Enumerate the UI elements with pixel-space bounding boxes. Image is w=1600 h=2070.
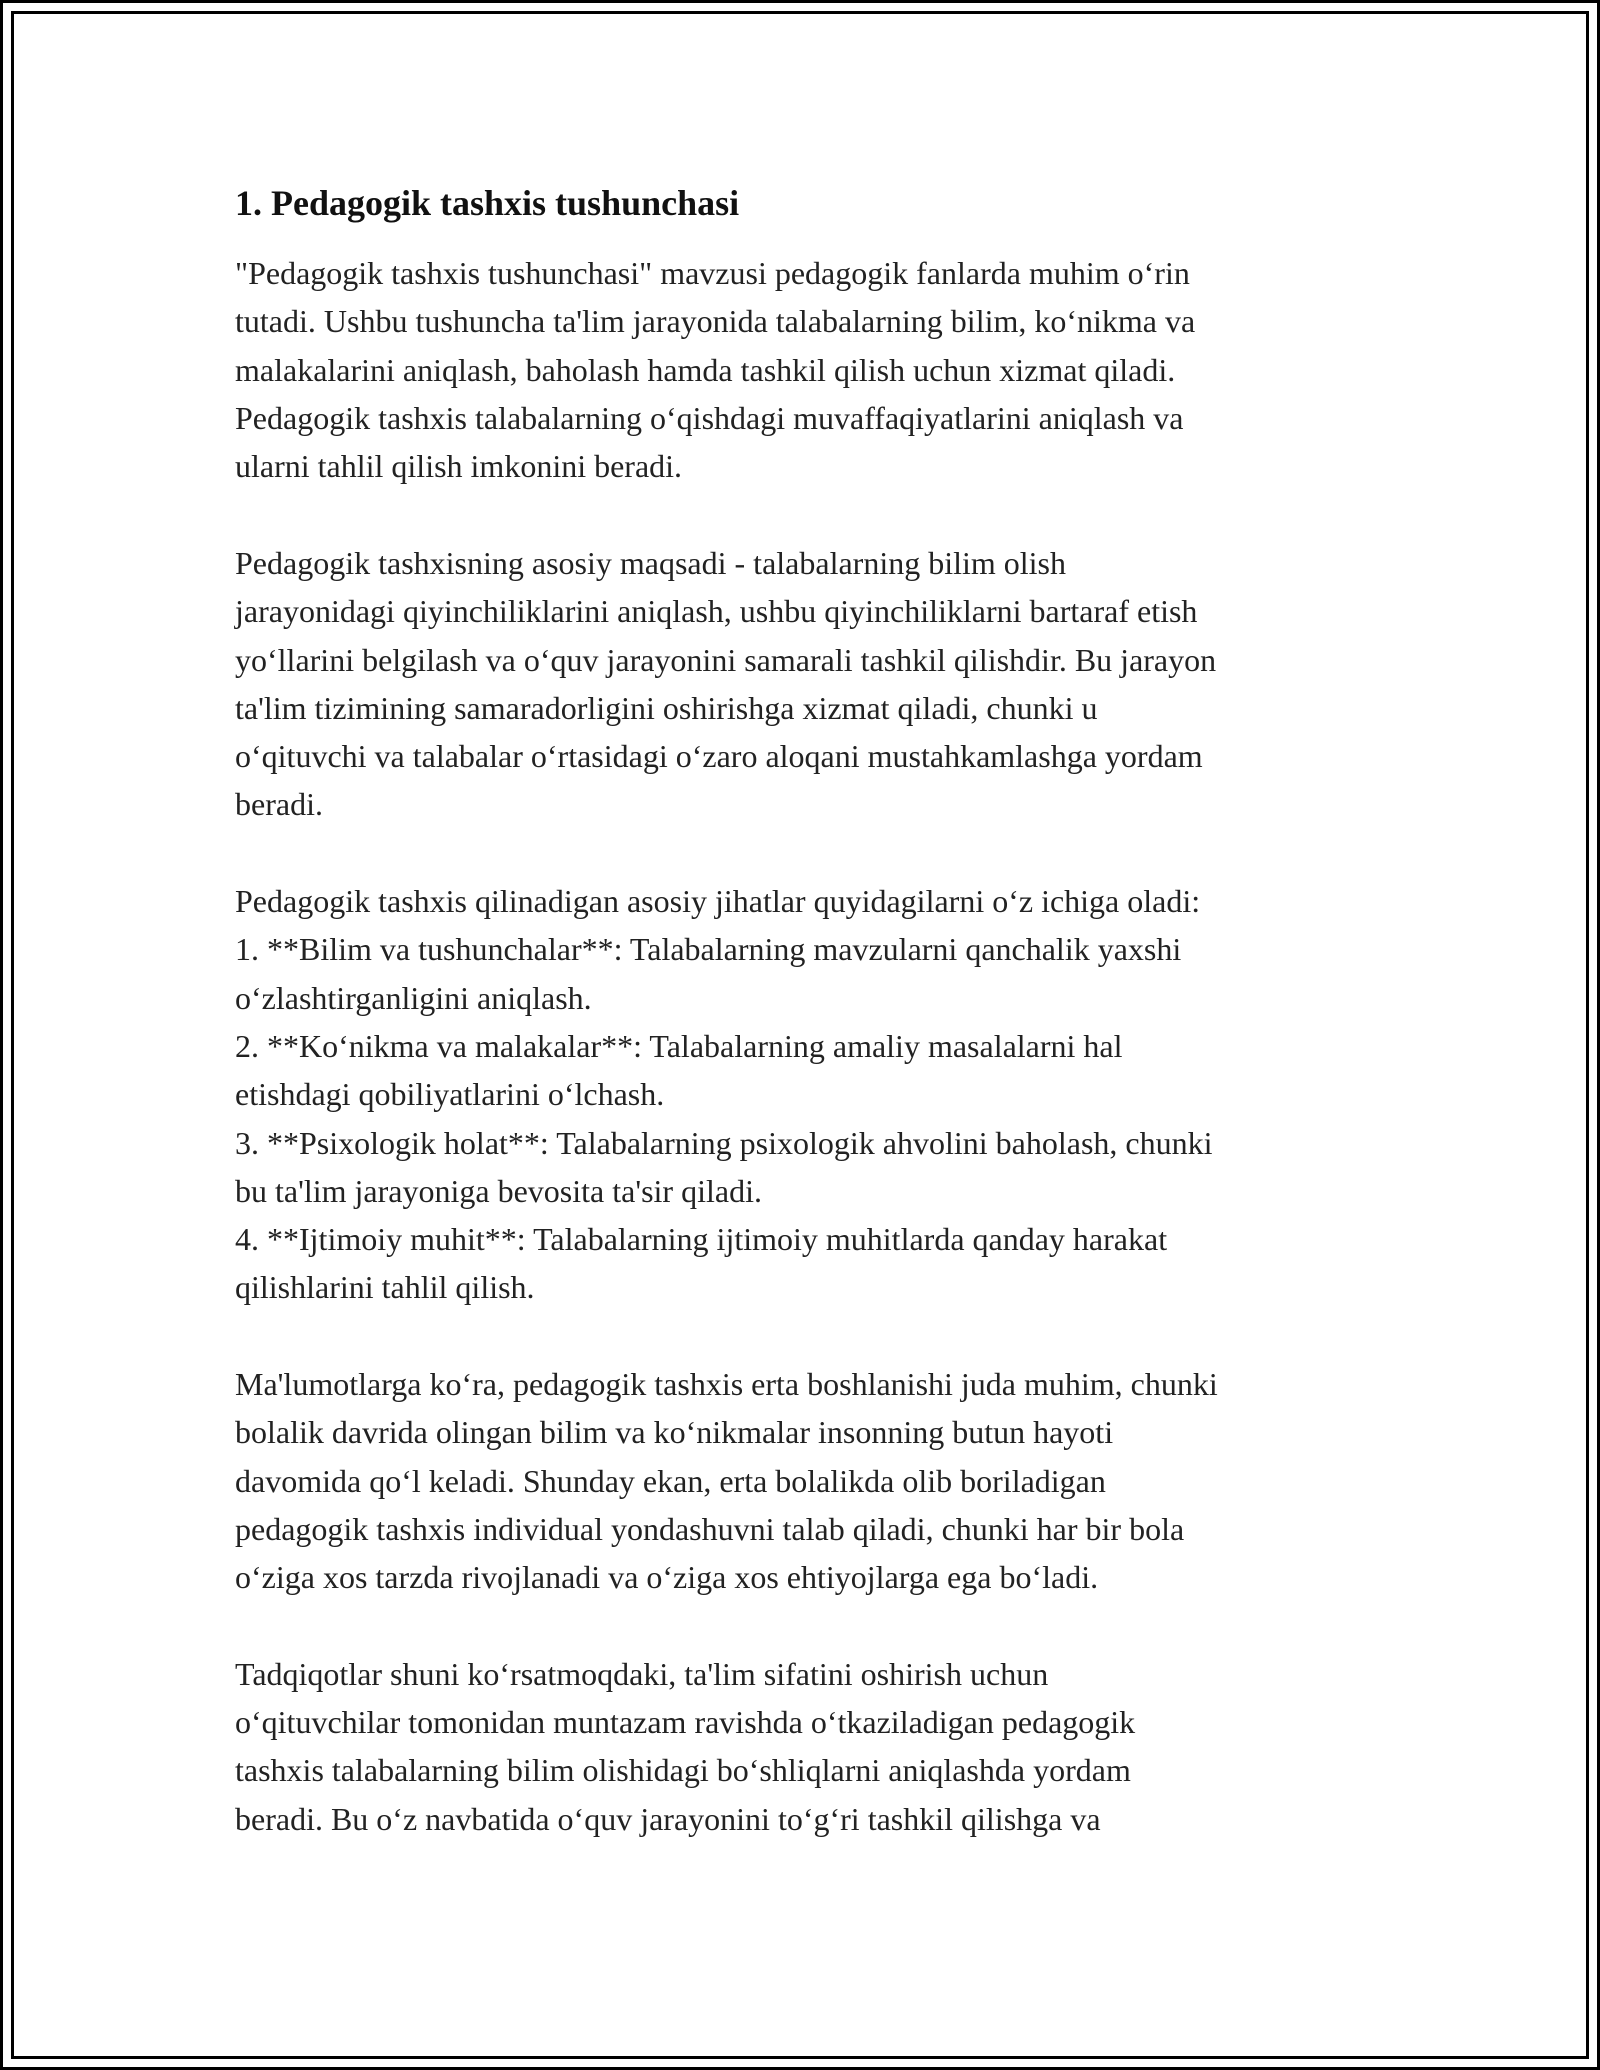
text-line: Pedagogik tashxisning asosiy maqsadi - talabalarning bilim olish [235, 544, 1066, 581]
list-item-line: 2. **Ko‘nikma va malakalar**: Talabalarning amaliy masalalarni hal [235, 1027, 1123, 1064]
list-item-line: bu ta'lim jarayoniga bevosita ta'sir qiladi. [235, 1172, 762, 1209]
list-item-line: qilishlarini tahlil qilish. [235, 1269, 535, 1306]
list-item-line: 4. **Ijtimoiy muhit**: Talabalarning ijtimoiy muhitlarda qanday harakat [235, 1221, 1168, 1258]
list-item-line: etishdagi qobiliyatlarini o‘lchash. [235, 1076, 665, 1113]
paragraph-2 [235, 539, 1375, 829]
text-line: ta'lim tizimining samaradorligini oshirishga xizmat qiladi, chunki u [235, 689, 1098, 726]
text-line: "Pedagogik tashxis tushunchasi" mavzusi pedagogik fanlarda muhim o‘rin [235, 255, 1190, 292]
text-line: jarayonidagi qiyinchiliklarini aniqlash, ushbu qiyinchiliklarni bartaraf etish [235, 593, 1198, 630]
text-line: beradi. [235, 786, 323, 823]
paragraph-3 [235, 877, 1375, 1312]
text-line: o‘qituvchi va talabalar o‘rtasidagi o‘zaro aloqani mustahkamlashga yordam [235, 738, 1203, 775]
text-line: davomida qo‘l keladi. Shunday ekan, erta bolalikda olib boriladigan [235, 1462, 1106, 1499]
text-line: Ma'lumotlarga ko‘ra, pedagogik tashxis erta boshlanishi juda muhim, chunki [235, 1366, 1218, 1403]
text-line: tashxis talabalarning bilim olishidagi bo‘shliqlarni aniqlashda yordam [235, 1752, 1131, 1789]
paragraph-gap [235, 829, 1375, 877]
text-line: o‘qituvchilar tomonidan muntazam ravishda o‘tkaziladigan pedagogik [235, 1704, 1136, 1741]
list-item-line: 3. **Psixologik holat**: Talabalarning psixologik ahvolini baholash, chunki [235, 1124, 1213, 1161]
paragraph-1 [235, 249, 1375, 490]
list-item-line: 1. **Bilim va tushunchalar**: Talabalarning mavzularni qanchalik yaxshi [235, 931, 1182, 968]
text-line: o‘ziga xos tarzda rivojlanadi va o‘ziga xos ehtiyojlarga ega bo‘ladi. [235, 1559, 1099, 1596]
text-line: Pedagogik tashxis qilinadigan asosiy jihatlar quyidagilarni o‘z ichiga oladi: [235, 883, 1201, 920]
text-line: Tadqiqotlar shuni ko‘rsatmoqdaki, ta'lim sifatini oshirish uchun [235, 1655, 1049, 1692]
text-line: Pedagogik tashxis talabalarning o‘qishdagi muvaffaqiyatlarini aniqlash va [235, 400, 1184, 437]
text-line: tutadi. Ushbu tushuncha ta'lim jarayonida talabalarning bilim, ko‘nikma va [235, 303, 1196, 340]
text-line: pedagogik tashxis individual yondashuvni talab qiladi, chunki har bir bola [235, 1510, 1185, 1547]
text-line: malakalarini aniqlash, baholash hamda tashkil qilish uchun xizmat qiladi. [235, 351, 1176, 388]
paragraph-gap [235, 491, 1375, 539]
paragraph-gap [235, 1312, 1375, 1360]
text-line: bolalik davrida olingan bilim va ko‘nikmalar insonning butun hayoti [235, 1414, 1114, 1451]
list-item-line: o‘zlashtirganligini aniqlash. [235, 979, 592, 1016]
paragraph-gap [235, 1602, 1375, 1650]
text-line: beradi. Bu o‘z navbatida o‘quv jarayonini to‘g‘ri tashkil qilishga va [235, 1800, 1101, 1837]
section-heading: 1. Pedagogik tashxis tushunchasi [235, 183, 740, 223]
text-line: yo‘llarini belgilash va o‘quv jarayonini samarali tashkil qilishdir. Bu jarayon [235, 641, 1217, 678]
paragraph-4 [235, 1360, 1375, 1601]
text-line: ularni tahlil qilish imkonini beradi. [235, 448, 683, 485]
paragraph-5 [235, 1650, 1375, 1843]
document-body [235, 182, 1375, 1843]
